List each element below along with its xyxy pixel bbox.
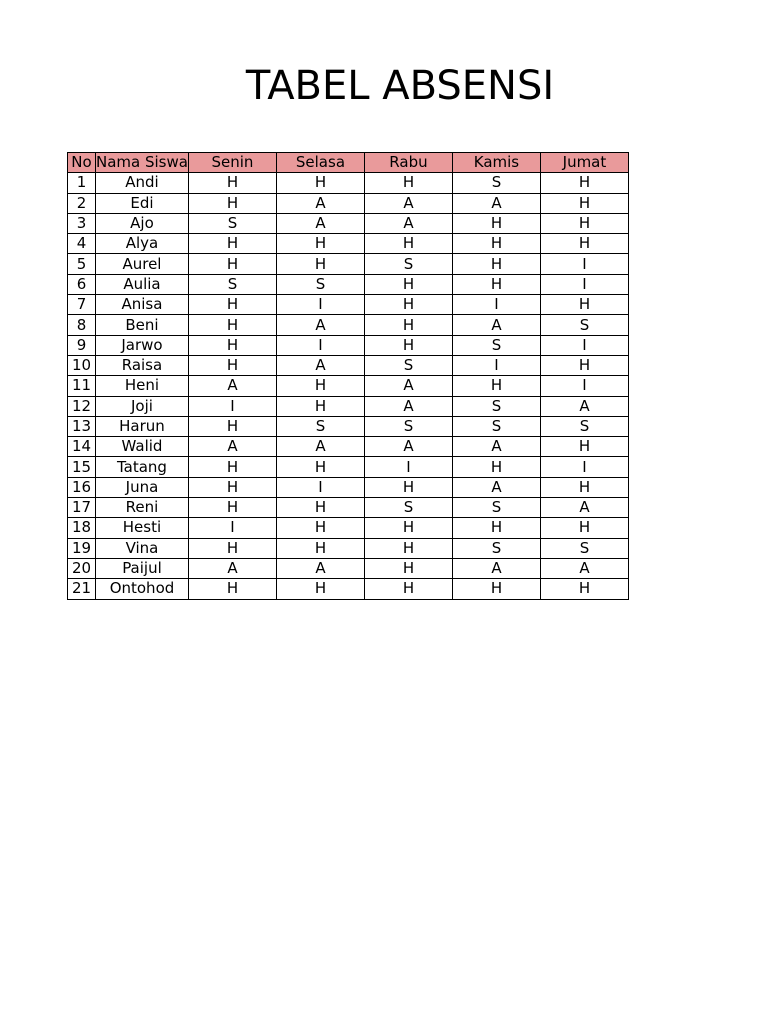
cell-selasa: S: [276, 274, 364, 294]
table-row: [68, 254, 629, 274]
cell-jumat: H: [540, 213, 628, 233]
cell-jumat: I: [540, 457, 628, 477]
cell-selasa: H: [276, 457, 364, 477]
table-row: [68, 477, 629, 497]
cell-name: Edi: [96, 193, 189, 213]
cell-no: 12: [68, 396, 96, 416]
cell-selasa: I: [276, 477, 364, 497]
table-row: [68, 538, 629, 558]
cell-name: Juna: [96, 477, 189, 497]
cell-kamis: H: [452, 579, 540, 599]
table-row: [68, 173, 629, 193]
cell-no: 9: [68, 335, 96, 355]
cell-selasa: S: [276, 416, 364, 436]
cell-name: Tatang: [96, 457, 189, 477]
cell-selasa: A: [276, 193, 364, 213]
cell-name: Andi: [96, 173, 189, 193]
cell-rabu: H: [364, 538, 452, 558]
cell-rabu: H: [364, 579, 452, 599]
cell-kamis: H: [452, 274, 540, 294]
cell-name: Aurel: [96, 254, 189, 274]
cell-senin: H: [188, 538, 276, 558]
cell-no: 16: [68, 477, 96, 497]
cell-rabu: S: [364, 355, 452, 375]
cell-kamis: I: [452, 355, 540, 375]
table-row: [68, 274, 629, 294]
cell-selasa: H: [276, 538, 364, 558]
table-row: [68, 355, 629, 375]
cell-senin: H: [188, 579, 276, 599]
cell-kamis: H: [452, 376, 540, 396]
cell-name: Jarwo: [96, 335, 189, 355]
cell-no: 17: [68, 498, 96, 518]
table-row: [68, 295, 629, 315]
cell-senin: H: [188, 193, 276, 213]
cell-jumat: I: [540, 274, 628, 294]
column-header-name: Nama Siswa: [96, 153, 188, 172]
cell-selasa: H: [276, 498, 364, 518]
cell-no: 14: [68, 437, 96, 457]
table-row: [68, 498, 629, 518]
cell-kamis: H: [452, 234, 540, 254]
cell-no: 18: [68, 518, 96, 538]
cell-no: 13: [68, 416, 96, 436]
cell-rabu: H: [364, 558, 452, 578]
cell-jumat: S: [540, 315, 628, 335]
cell-kamis: S: [452, 396, 540, 416]
cell-senin: H: [188, 335, 276, 355]
cell-kamis: S: [452, 173, 540, 193]
cell-kamis: A: [452, 558, 540, 578]
cell-senin: H: [188, 477, 276, 497]
cell-kamis: H: [452, 518, 540, 538]
cell-name: Beni: [96, 315, 189, 335]
cell-jumat: H: [540, 477, 628, 497]
cell-rabu: I: [364, 457, 452, 477]
table-row: [68, 558, 629, 578]
cell-name: Walid: [96, 437, 189, 457]
cell-no: 8: [68, 315, 96, 335]
cell-selasa: A: [276, 213, 364, 233]
cell-rabu: S: [364, 254, 452, 274]
cell-name: Paijul: [96, 558, 189, 578]
cell-senin: I: [188, 396, 276, 416]
header-row: [68, 153, 629, 173]
cell-jumat: H: [540, 355, 628, 375]
cell-rabu: H: [364, 477, 452, 497]
cell-selasa: A: [276, 315, 364, 335]
table-row: [68, 437, 629, 457]
cell-no: 2: [68, 193, 96, 213]
cell-kamis: A: [452, 437, 540, 457]
cell-selasa: A: [276, 355, 364, 375]
cell-jumat: I: [540, 335, 628, 355]
cell-name: Aulia: [96, 274, 189, 294]
cell-kamis: S: [452, 538, 540, 558]
cell-rabu: H: [364, 518, 452, 538]
cell-jumat: I: [540, 376, 628, 396]
cell-senin: H: [188, 355, 276, 375]
cell-selasa: I: [276, 335, 364, 355]
table-row: [68, 579, 629, 599]
cell-rabu: H: [364, 295, 452, 315]
cell-kamis: I: [452, 295, 540, 315]
cell-jumat: A: [540, 396, 628, 416]
cell-jumat: H: [540, 518, 628, 538]
cell-no: 20: [68, 558, 96, 578]
cell-rabu: H: [364, 234, 452, 254]
cell-name: Joji: [96, 396, 189, 416]
table-row: [68, 234, 629, 254]
cell-name: Ontohod: [96, 579, 189, 599]
attendance-table: [67, 152, 629, 600]
cell-senin: A: [188, 376, 276, 396]
cell-name: Reni: [96, 498, 189, 518]
cell-kamis: H: [452, 254, 540, 274]
table-row: [68, 335, 629, 355]
table-body: [68, 173, 629, 599]
cell-selasa: H: [276, 518, 364, 538]
cell-jumat: A: [540, 558, 628, 578]
cell-no: 21: [68, 579, 96, 599]
table-row: [68, 457, 629, 477]
cell-senin: A: [188, 437, 276, 457]
cell-jumat: S: [540, 416, 628, 436]
cell-name: Harun: [96, 416, 189, 436]
cell-name: Anisa: [96, 295, 189, 315]
column-header-senin: Senin: [188, 153, 276, 173]
cell-kamis: H: [452, 213, 540, 233]
cell-rabu: A: [364, 376, 452, 396]
cell-rabu: H: [364, 274, 452, 294]
column-header-selasa: Selasa: [276, 153, 364, 173]
cell-senin: A: [188, 558, 276, 578]
table-row: [68, 376, 629, 396]
cell-rabu: S: [364, 416, 452, 436]
cell-senin: I: [188, 518, 276, 538]
cell-jumat: I: [540, 254, 628, 274]
cell-jumat: H: [540, 295, 628, 315]
cell-no: 6: [68, 274, 96, 294]
table-row: [68, 518, 629, 538]
column-header-kamis: Kamis: [452, 153, 540, 173]
cell-jumat: A: [540, 498, 628, 518]
cell-jumat: H: [540, 173, 628, 193]
cell-rabu: A: [364, 396, 452, 416]
cell-name: Alya: [96, 234, 189, 254]
cell-senin: H: [188, 315, 276, 335]
cell-name: Vina: [96, 538, 189, 558]
cell-rabu: H: [364, 315, 452, 335]
cell-no: 11: [68, 376, 96, 396]
table-header: [68, 153, 629, 173]
cell-name: Heni: [96, 376, 189, 396]
cell-selasa: A: [276, 437, 364, 457]
cell-jumat: H: [540, 579, 628, 599]
cell-selasa: H: [276, 396, 364, 416]
cell-kamis: A: [452, 315, 540, 335]
cell-rabu: A: [364, 213, 452, 233]
cell-name: Ajo: [96, 213, 189, 233]
page-title: TABEL ABSENSI: [245, 63, 555, 109]
column-header-rabu: Rabu: [364, 153, 452, 173]
cell-selasa: H: [276, 579, 364, 599]
cell-senin: H: [188, 457, 276, 477]
cell-kamis: S: [452, 498, 540, 518]
cell-senin: H: [188, 498, 276, 518]
cell-selasa: H: [276, 234, 364, 254]
cell-rabu: H: [364, 173, 452, 193]
table-row: [68, 396, 629, 416]
cell-rabu: S: [364, 498, 452, 518]
table-row: [68, 315, 629, 335]
table-row: [68, 416, 629, 436]
column-header-no: No: [68, 153, 96, 173]
cell-jumat: H: [540, 437, 628, 457]
cell-kamis: A: [452, 477, 540, 497]
cell-senin: H: [188, 295, 276, 315]
cell-selasa: H: [276, 254, 364, 274]
cell-no: 5: [68, 254, 96, 274]
table-row: [68, 213, 629, 233]
column-header-jumat: Jumat: [540, 153, 628, 173]
table-row: [68, 193, 629, 213]
cell-selasa: H: [276, 173, 364, 193]
cell-no: 15: [68, 457, 96, 477]
cell-senin: H: [188, 254, 276, 274]
cell-senin: H: [188, 416, 276, 436]
cell-kamis: A: [452, 193, 540, 213]
cell-rabu: A: [364, 193, 452, 213]
cell-senin: S: [188, 213, 276, 233]
cell-selasa: A: [276, 558, 364, 578]
cell-rabu: A: [364, 437, 452, 457]
cell-no: 19: [68, 538, 96, 558]
cell-no: 4: [68, 234, 96, 254]
cell-selasa: H: [276, 376, 364, 396]
cell-no: 1: [68, 173, 96, 193]
cell-rabu: H: [364, 335, 452, 355]
cell-no: 7: [68, 295, 96, 315]
cell-senin: H: [188, 234, 276, 254]
cell-kamis: S: [452, 416, 540, 436]
cell-kamis: H: [452, 457, 540, 477]
cell-jumat: H: [540, 234, 628, 254]
cell-no: 10: [68, 355, 96, 375]
cell-senin: S: [188, 274, 276, 294]
cell-no: 3: [68, 213, 96, 233]
cell-name: Hesti: [96, 518, 189, 538]
cell-name: Raisa: [96, 355, 189, 375]
cell-senin: H: [188, 173, 276, 193]
cell-kamis: S: [452, 335, 540, 355]
cell-selasa: I: [276, 295, 364, 315]
cell-jumat: S: [540, 538, 628, 558]
cell-jumat: H: [540, 193, 628, 213]
